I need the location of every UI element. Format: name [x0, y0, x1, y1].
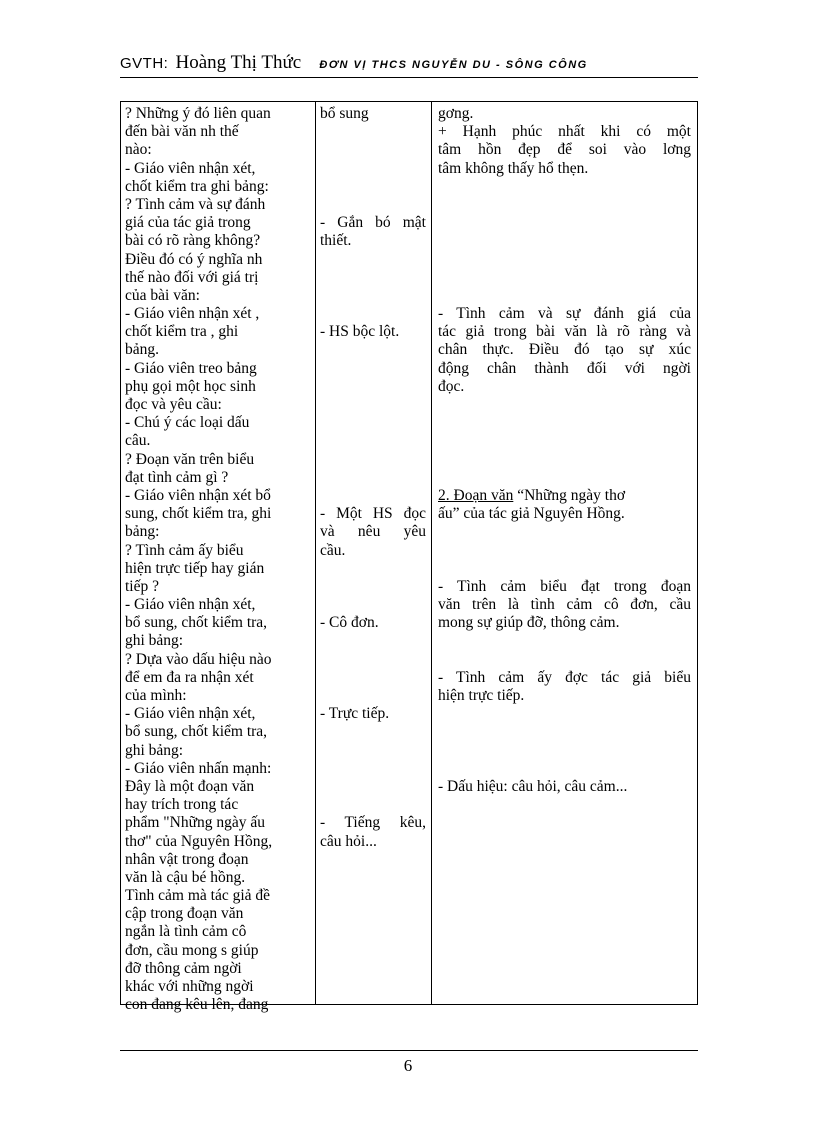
activity-line: - Chú ý các loại dấu	[125, 414, 250, 432]
student-note: - Một HS đọc	[320, 505, 426, 523]
content-line: hiện trực tiếp.	[438, 687, 525, 704]
content-column	[432, 102, 697, 1004]
activity-line: con đang kêu lên, đang	[125, 996, 269, 1014]
activity-line: - Giáo viên nhận xét ,	[125, 305, 260, 323]
student-note: và nêu yêu	[320, 523, 426, 541]
activity-line: - Giáo viên nhận xét,	[125, 705, 256, 723]
student-note: - Tiếng kêu,	[320, 814, 426, 832]
activity-line: của bài văn:	[125, 286, 200, 304]
activity-line: bảng.	[125, 341, 160, 359]
student-note: bổ sung	[320, 105, 369, 122]
activity-line: khác với những ngời	[125, 978, 254, 995]
content-line: đọc.	[438, 377, 465, 395]
activity-line: thơ" của Nguyên Hồng,	[125, 832, 273, 850]
activity-line: bổ sung, chốt kiểm tra,	[125, 723, 268, 741]
student-activity-column	[316, 102, 432, 1004]
activity-line: câu.	[125, 432, 151, 450]
activity-line: chốt kiểm tra ghi bảng:	[125, 177, 269, 195]
student-note: cầu.	[320, 541, 346, 559]
section-heading-number: 2. Đoạn văn	[438, 486, 514, 504]
section-heading-title: “Những ngày thơ	[513, 486, 626, 504]
activity-line: ? Tình cảm và sự đánh	[125, 195, 266, 213]
content-line: văn trên là tình cảm cô đơn, cầu	[438, 596, 691, 614]
activity-line: ngắn là tình cảm cô	[125, 923, 247, 941]
activity-line: Tình cảm mà tác giả đề	[125, 887, 271, 905]
activity-line: chốt kiểm tra , ghi	[125, 323, 239, 341]
student-note: thiết.	[320, 232, 352, 250]
content-line: động chân thành đối với ngời	[438, 359, 691, 377]
page-header	[120, 52, 698, 76]
activity-line: bảng:	[125, 523, 160, 541]
content-line: tâm hồn đẹp để soi vào lơng	[438, 141, 691, 159]
activity-line: nào:	[125, 141, 152, 159]
activity-line: hay trích trong tác	[125, 796, 239, 814]
activity-line: ? Tình cảm ấy biểu	[125, 541, 244, 559]
content-line: - Dấu hiệu: câu hỏi, câu cảm...	[438, 777, 628, 795]
activity-line: phẩm "Những ngày ấu	[125, 814, 265, 832]
student-note: câu hỏi...	[320, 832, 377, 850]
activity-line: tiếp ?	[125, 577, 159, 595]
activity-line: bổ sung, chốt kiểm tra,	[125, 614, 268, 632]
activity-line: - Giáo viên nhận xét,	[125, 159, 256, 177]
activity-line: nhân vật trong đoạn	[125, 850, 249, 868]
content-line: tác giả trong bài văn là rõ ràng và	[438, 323, 691, 341]
content-line: gơng.	[438, 105, 474, 122]
activity-line: ghi bảng:	[125, 741, 184, 759]
activity-line: văn là cậu bé hồng.	[125, 868, 246, 886]
content-line: - Tình cảm ấy đợc tác giả biểu	[438, 668, 691, 686]
teacher-name: Hoàng Thị Thức	[175, 52, 302, 73]
header-rule	[120, 77, 698, 78]
activity-line: hiện trực tiếp hay gián	[125, 559, 265, 577]
student-note: - Gắn bó mật	[320, 214, 426, 232]
activity-line: giá của tác giả trong	[125, 214, 251, 232]
activity-line: ? Đoạn văn trên biểu	[125, 450, 255, 468]
activity-line: ? Dựa vào dấu hiệu nào	[125, 650, 272, 668]
student-note: - HS bộc lột.	[320, 323, 400, 341]
activity-line: đọc và yêu cầu:	[125, 396, 222, 413]
student-note: - Cô đơn.	[320, 614, 379, 632]
student-note: - Trực tiếp.	[320, 705, 390, 723]
activity-line: Đây là một đoạn văn	[125, 777, 255, 795]
activity-line: để em đa ra nhận xét	[125, 668, 254, 686]
activity-line: đỡ thông cảm ngời	[125, 959, 242, 977]
activity-line: đến bài văn nh thế	[125, 123, 239, 141]
activity-line: phụ gọi một học sinh	[125, 377, 256, 395]
lesson-table	[120, 101, 698, 1014]
content-line: - Tình cảm và sự đánh giá của	[438, 305, 691, 323]
activity-line: - Giáo viên nhận xét bổ	[125, 486, 271, 504]
footer-rule	[120, 1050, 698, 1051]
activity-line: của mình:	[125, 687, 187, 704]
activity-line: sung, chốt kiểm tra, ghi	[125, 505, 272, 523]
page-number: 6	[403, 1056, 413, 1075]
activity-line: đạt tình cảm gì ?	[125, 468, 229, 486]
activity-line: Điều đó có ý nghĩa nh	[125, 250, 263, 268]
section-heading	[438, 487, 691, 505]
content-line: tâm không thấy hổ thẹn.	[438, 159, 589, 177]
content-line: chân thực. Điều đó tạo sự xúc	[438, 341, 691, 359]
activity-line: ? Những ý đó liên quan	[125, 105, 271, 122]
teacher-label: GVTH:	[120, 55, 169, 72]
content-line: + Hạnh phúc nhất khi có một	[438, 123, 691, 141]
activity-line: bài có rõ ràng không?	[125, 232, 261, 250]
teacher-activity-column	[121, 102, 316, 1014]
content-line: - Tình cảm biểu đạt trong đoạn	[438, 577, 691, 595]
activity-line: đơn, cầu mong s giúp	[125, 941, 259, 959]
activity-line: thế nào đối với giá trị	[125, 268, 259, 286]
activity-line: cập trong đoạn văn	[125, 905, 244, 923]
school-name: ĐƠN VỊ THCS NGUYỄN DU - SÔNG CÔNG	[319, 59, 588, 71]
activity-line: ghi bảng:	[125, 632, 184, 650]
activity-line: - Giáo viên nhận xét,	[125, 596, 256, 614]
activity-line: - Giáo viên treo bảng	[125, 359, 257, 377]
activity-line: - Giáo viên nhấn mạnh:	[125, 759, 272, 777]
content-line: ấu” của tác giả Nguyên Hồng.	[438, 505, 625, 523]
content-line: mong sự giúp đỡ, thông cảm.	[438, 614, 620, 632]
